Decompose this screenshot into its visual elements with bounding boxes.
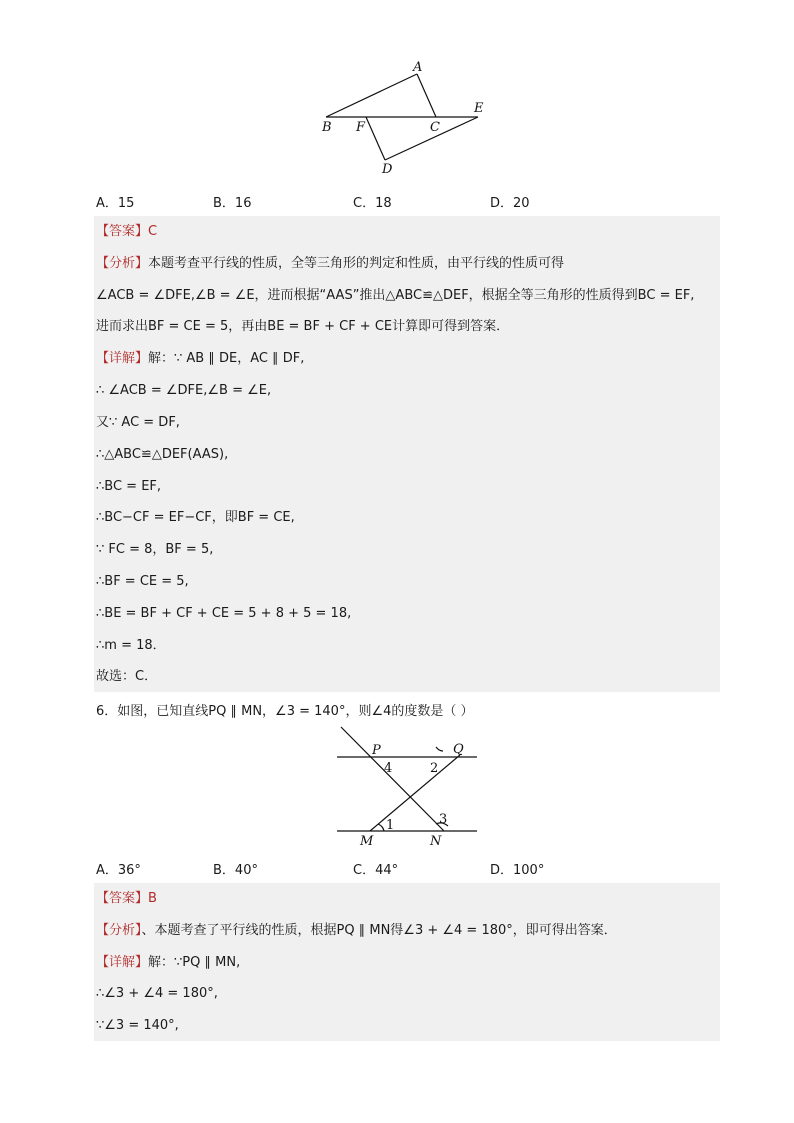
point-label-e: E [474, 101, 484, 116]
answer-tag: 【答案】 [96, 891, 149, 906]
choice-d[interactable]: D．20 [490, 196, 530, 211]
detail-tag: 【详解】 [96, 955, 149, 970]
step-line: ∴BC−CF = EF−CF，即BF = CE, [96, 510, 295, 525]
answer-line [96, 222, 157, 242]
analysis-line-3 [96, 317, 509, 337]
step-line: ∴BC = EF, [96, 479, 162, 494]
parallel-lines-figure [330, 725, 480, 850]
step-line: ∴△ABC≌△DEF(AAS), [96, 447, 229, 462]
final-choice-line: 故选：C． [96, 669, 158, 684]
analysis-line-2 [96, 286, 694, 306]
angle-label-1: 1 [386, 818, 395, 833]
q5-solution-box [94, 216, 720, 692]
detail-tag: 【详解】 [96, 351, 149, 366]
detail-line [96, 349, 304, 369]
angle-label-2: 2 [430, 761, 439, 776]
point-label-a: A [413, 60, 423, 75]
choice-b[interactable]: B．16 [213, 196, 252, 211]
detail-intro: 解：∵ AB ∥ DE，AC ∥ DF, [148, 351, 305, 366]
step-line: ∵∠3 = 140°, [96, 1018, 179, 1033]
angle-label-3: 3 [439, 812, 448, 827]
choice-c[interactable]: C．44° [353, 863, 399, 878]
choice-a[interactable]: A．15 [96, 196, 135, 211]
point-label-b: B [322, 120, 332, 135]
analysis-text-3: 进而求出BF = CE = 5，再由BE = BF + CF + CE计算即可得到答案． [96, 319, 510, 334]
detail-line [96, 953, 240, 973]
point-label-m: M [360, 834, 374, 849]
choice-d[interactable]: D．100° [490, 863, 545, 878]
triangle-figure [310, 60, 510, 180]
detail-intro: 解：∵PQ ∥ MN, [148, 955, 241, 970]
analysis-tag: 【分析】 [96, 923, 142, 938]
point-label-d: D [382, 162, 393, 177]
choice-b[interactable]: B．40° [213, 863, 258, 878]
point-label-p: P [372, 743, 381, 758]
question-6: 6．如图，已知直线PQ ∥ MN，∠3 = 140°，则∠4的度数是（ ） [96, 704, 474, 719]
step-line: ∴BF = CE = 5, [96, 574, 189, 589]
answer-line [96, 889, 157, 909]
point-label-c: C [430, 120, 440, 135]
analysis-text-1: 本题考查平行线的性质，全等三角形的判定和性质，由平行线的性质可得 [148, 256, 565, 271]
step-line: ∴BE = BF + CF + CE = 5 + 8 + 5 = 18, [96, 606, 352, 621]
choice-c[interactable]: C．18 [353, 196, 392, 211]
step-line: ∴m = 18． [96, 638, 166, 653]
point-label-f: F [356, 120, 366, 135]
answer-value: C [148, 224, 158, 239]
point-label-n: N [430, 834, 442, 849]
analysis-text: 、本题考查了平行线的性质，根据PQ ∥ MN得∠3 + ∠4 = 180°，即可得出答案． [141, 923, 617, 938]
step-line: ∵ FC = 8，BF = 5, [96, 542, 214, 557]
step-line: 又∵ AC = DF, [96, 415, 180, 430]
analysis-tag: 【分析】 [96, 256, 149, 271]
q6-solution-box [94, 883, 720, 1041]
step-line: ∴ ∠ACB = ∠DFE,∠B = ∠E, [96, 383, 272, 398]
step-line: ∴∠3 + ∠4 = 180°, [96, 986, 218, 1001]
choice-a[interactable]: A．36° [96, 863, 141, 878]
analysis-line [96, 921, 617, 941]
analysis-text-2: ∠ACB = ∠DFE,∠B = ∠E，进而根据“AAS”推出△ABC≌△DEF，根据全等三角形的性质得到BC = EF, [96, 288, 695, 303]
analysis-line-1 [96, 254, 564, 274]
answer-value: B [148, 891, 157, 906]
point-label-q: Q [453, 742, 464, 757]
angle-label-4: 4 [384, 761, 393, 776]
answer-tag: 【答案】 [96, 224, 149, 239]
